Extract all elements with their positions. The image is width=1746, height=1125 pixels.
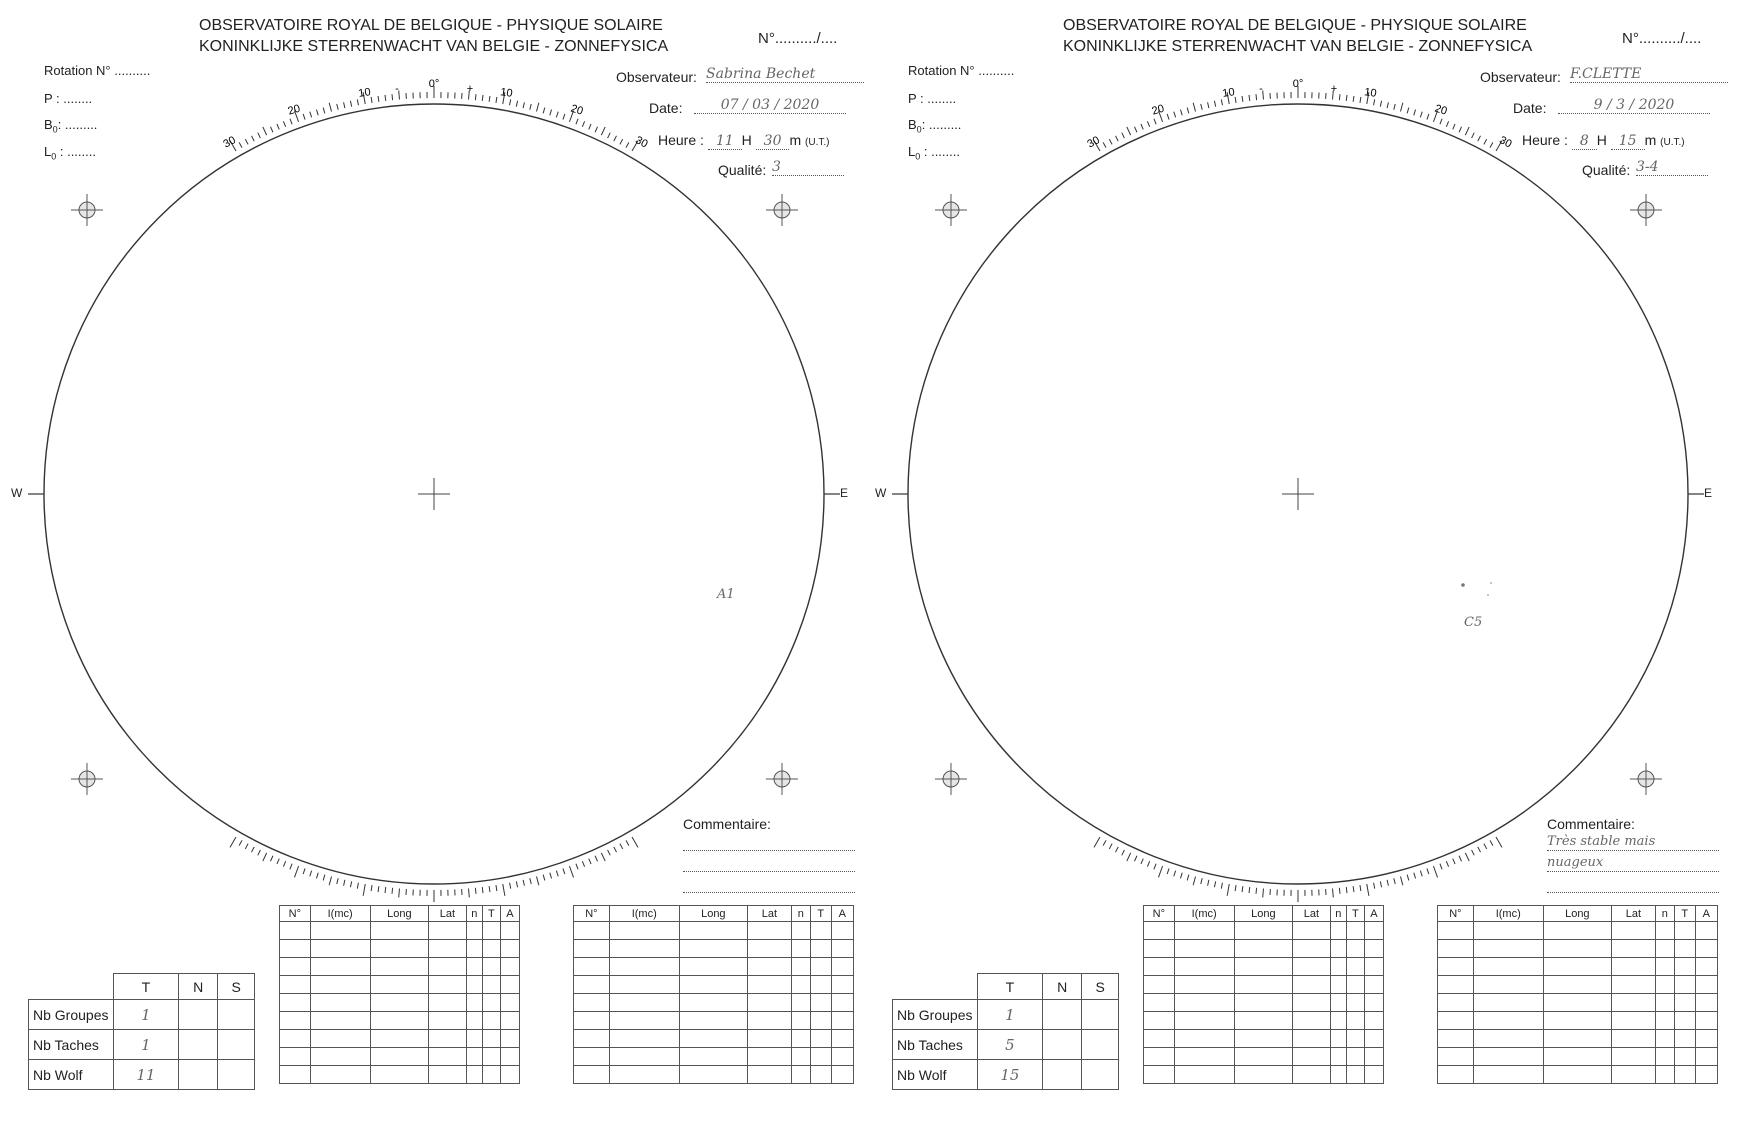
scale-label-r20: 20 — [1433, 102, 1449, 118]
scale-label-r10: 10 — [1363, 86, 1378, 100]
l0-field: $L_0$ : ........ — [44, 144, 96, 162]
scale-label-minus: - — [1259, 83, 1263, 95]
form-number: N°........../.... — [1622, 30, 1702, 47]
sunspot-mark — [1487, 594, 1489, 596]
time-minutes: 15 — [1611, 133, 1645, 150]
observer-label: Observateur: — [1480, 69, 1561, 85]
scale-label-zero: 0° — [428, 78, 440, 90]
date-label: Date: — [649, 100, 683, 116]
latitude-scale-top — [230, 86, 638, 151]
comment-line-1 — [683, 834, 855, 851]
east-label: E — [1704, 486, 1713, 500]
scale-label-r10: 10 — [499, 86, 514, 100]
nb-groupes-label: Nb Groupes — [893, 1000, 978, 1030]
nb-wolf-t: 11 — [113, 1060, 179, 1090]
b0-field: $B_0$: ......... — [908, 117, 962, 135]
count-table: T N S Nb Groupes 1 Nb Taches 5 Nb Wolf 15 — [892, 973, 1119, 1090]
comment-line-2: nuageux — [1547, 855, 1719, 872]
scale-label-l10: 10 — [1221, 86, 1236, 100]
nb-wolf-label: Nb Wolf — [893, 1060, 978, 1090]
p-field: P : ........ — [908, 91, 957, 106]
comment-label: Commentaire: — [1547, 816, 1635, 832]
latitude-scale-bottom — [230, 837, 638, 902]
rotation-field: Rotation N° .......... — [44, 63, 151, 78]
scale-label-r20: 20 — [569, 102, 585, 118]
scale-label-l20: 20 — [286, 102, 302, 118]
title-fr: OBSERVATOIRE ROYAL DE BELGIQUE - PHYSIQUE SOLAIRE — [199, 17, 663, 34]
sunspot-table-2: N° I(mc) Long Lat n T A — [573, 905, 854, 1084]
scale-label-r30: 30 — [633, 134, 650, 151]
date-value: 07 / 03 / 2020 — [694, 97, 846, 114]
time-field: Heure : 11 H 30 m (U.T.) — [658, 132, 830, 149]
registration-mark-tr — [1630, 194, 1662, 226]
latitude-scale-top — [1094, 86, 1502, 151]
l0-field: $L_0$ : ........ — [908, 144, 960, 162]
east-label: E — [840, 486, 849, 500]
observer-value: F.CLETTE — [1570, 66, 1728, 83]
date-value: 9 / 3 / 2020 — [1558, 97, 1710, 114]
observer-label: Observateur: — [616, 69, 697, 85]
time-hours: 8 — [1572, 133, 1597, 150]
scale-label-plus: + — [466, 83, 474, 95]
west-label: W — [875, 486, 887, 500]
scale-label-minus: - — [395, 83, 399, 95]
p-field: P : ........ — [44, 91, 93, 106]
nb-wolf-label: Nb Wolf — [29, 1060, 114, 1090]
sunspot-table-1: N° I(mc) Long Lat n T A — [1143, 905, 1384, 1084]
comment-label: Commentaire: — [683, 816, 771, 832]
quality-label: Qualité: — [718, 162, 767, 178]
drawing-sheet-right — [864, 0, 1737, 1125]
rotation-field: Rotation N° .......... — [908, 63, 1015, 78]
date-label: Date: — [1513, 100, 1547, 116]
registration-mark-tl — [935, 194, 967, 226]
scale-label-l30: 30 — [221, 134, 238, 151]
registration-mark-bl — [935, 763, 967, 795]
comment-line-3 — [1547, 876, 1719, 893]
nb-taches-t: 1 — [113, 1030, 179, 1060]
group-annotation: C5 — [1464, 615, 1483, 630]
west-label: W — [11, 486, 23, 500]
sunspot-table-2: N° I(mc) Long Lat n T A — [1437, 905, 1718, 1084]
registration-mark-bl — [71, 763, 103, 795]
time-hours: 11 — [708, 133, 742, 150]
group-annotation: A1 — [717, 587, 735, 602]
quality-label: Qualité: — [1582, 162, 1631, 178]
nb-taches-t: 5 — [977, 1030, 1043, 1060]
nb-groupes-t: 1 — [977, 1000, 1043, 1030]
nb-taches-label: Nb Taches — [893, 1030, 978, 1060]
sunspot-mark — [1490, 582, 1492, 584]
scale-label-l20: 20 — [1150, 102, 1166, 118]
form-number: N°........../.... — [758, 30, 838, 47]
sunspot-table-1: N° I(mc) Long Lat n T A — [279, 905, 520, 1084]
nb-wolf-t: 15 — [977, 1060, 1043, 1090]
registration-mark-tl — [71, 194, 103, 226]
comment-line-1: Très stable mais — [1547, 834, 1719, 851]
comment-line-2 — [683, 855, 855, 872]
title-fr: OBSERVATOIRE ROYAL DE BELGIQUE - PHYSIQUE SOLAIRE — [1063, 17, 1527, 34]
registration-mark-tr — [766, 194, 798, 226]
scale-label-r30: 30 — [1497, 134, 1514, 151]
latitude-scale-bottom — [1094, 837, 1502, 902]
scale-label-plus: + — [1330, 83, 1338, 95]
scale-label-l10: 10 — [357, 86, 372, 100]
observer-value: Sabrina Bechet — [706, 66, 864, 83]
time-field: Heure : 8 H 15 m (U.T.) — [1522, 132, 1685, 149]
scale-label-l30: 30 — [1085, 134, 1102, 151]
title-nl: KONINKLIJKE STERRENWACHT VAN BELGIE - ZONNEFYSICA — [1063, 38, 1533, 55]
nb-taches-label: Nb Taches — [29, 1030, 114, 1060]
b0-field: $B_0$: ......... — [44, 117, 98, 135]
sunspot-mark — [1461, 583, 1465, 587]
time-minutes: 30 — [756, 133, 790, 150]
registration-mark-br — [1630, 763, 1662, 795]
nb-groupes-label: Nb Groupes — [29, 1000, 114, 1030]
quality-value: 3 — [772, 159, 844, 176]
title-nl: KONINKLIJKE STERRENWACHT VAN BELGIE - ZONNEFYSICA — [199, 38, 669, 55]
nb-groupes-t: 1 — [113, 1000, 179, 1030]
comment-line-3 — [683, 876, 855, 893]
registration-mark-br — [766, 763, 798, 795]
count-table: T N S Nb Groupes 1 Nb Taches 1 Nb Wolf 11 — [28, 973, 255, 1090]
scale-label-zero: 0° — [1292, 78, 1304, 90]
quality-value: 3-4 — [1636, 159, 1708, 176]
